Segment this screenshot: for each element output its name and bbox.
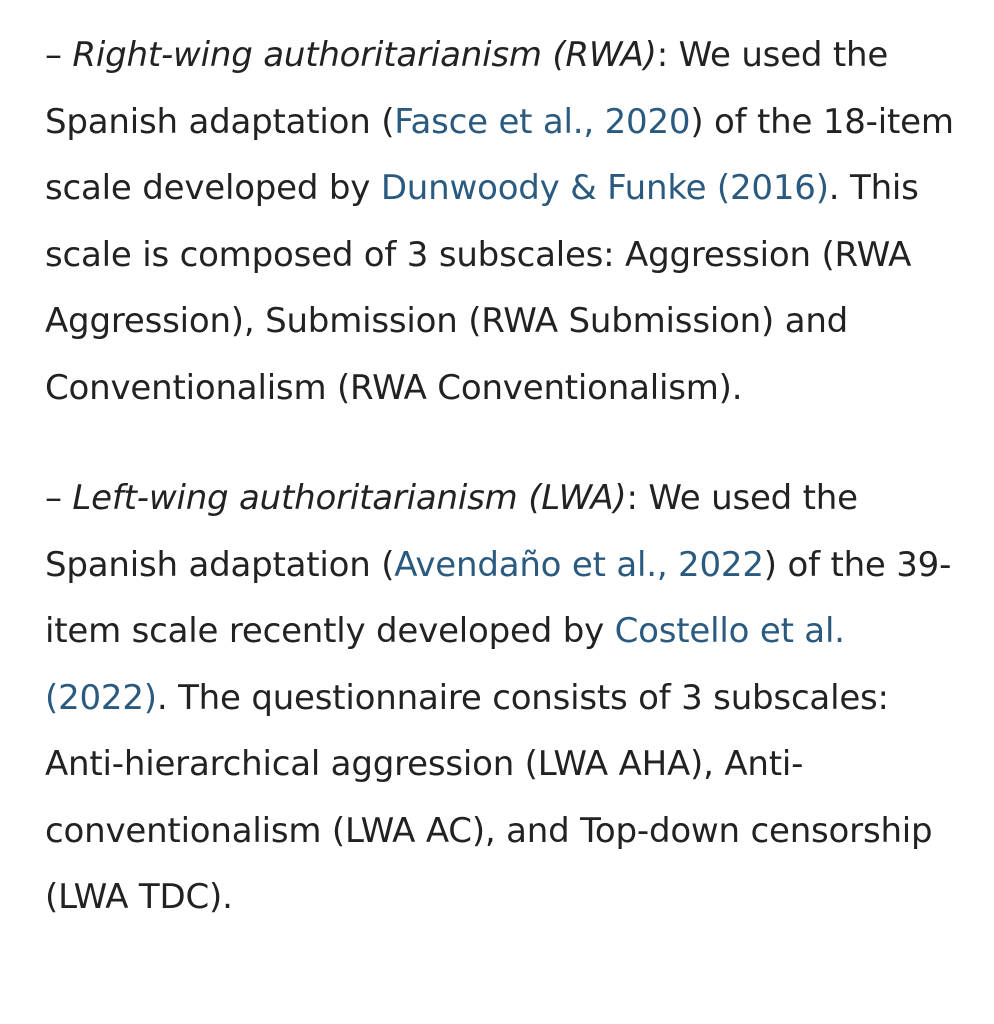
rwa-term: Right-wing authoritarianism (RWA) (72, 35, 657, 75)
lwa-term: Left-wing authoritarianism (LWA) (72, 478, 627, 518)
lwa-text-1: : We used the Spanish adaptation ( (45, 478, 858, 585)
citation-link-avendano[interactable]: Avendaño et al., 2022 (394, 544, 764, 585)
citation-link-fasce[interactable]: Fasce et al., 2020 (394, 101, 691, 142)
list-dash: – (45, 35, 73, 75)
list-dash: – (45, 478, 73, 518)
rwa-paragraph (45, 22, 965, 421)
rwa-text-3: . This scale is composed of 3 subscales: Aggression (RWA Aggression), Submission (RWA Submission) and Conventionalism (RWA Conventionalism). (45, 168, 919, 408)
citation-link-costello[interactable]: Costello et al. (2022) (45, 611, 845, 718)
citation-link-dunwoody-funke[interactable]: Dunwoody & Funke (2016) (380, 168, 829, 208)
rwa-text-1: : We used the Spanish adaptation ( (45, 35, 889, 142)
rwa-text-2: ) of the 18-item scale developed by (45, 101, 954, 208)
lwa-text-3: . The questionnaire consists of 3 subscales: Anti-hierarchical aggression (LWA AHA), Anti-conventionalism (LWA AC), and Top-down censorship (LWA TDC). (45, 677, 933, 917)
lwa-paragraph (45, 465, 965, 931)
lwa-text-2: ) of the 39-item scale recently developed by (45, 544, 952, 651)
article-content (45, 22, 965, 931)
